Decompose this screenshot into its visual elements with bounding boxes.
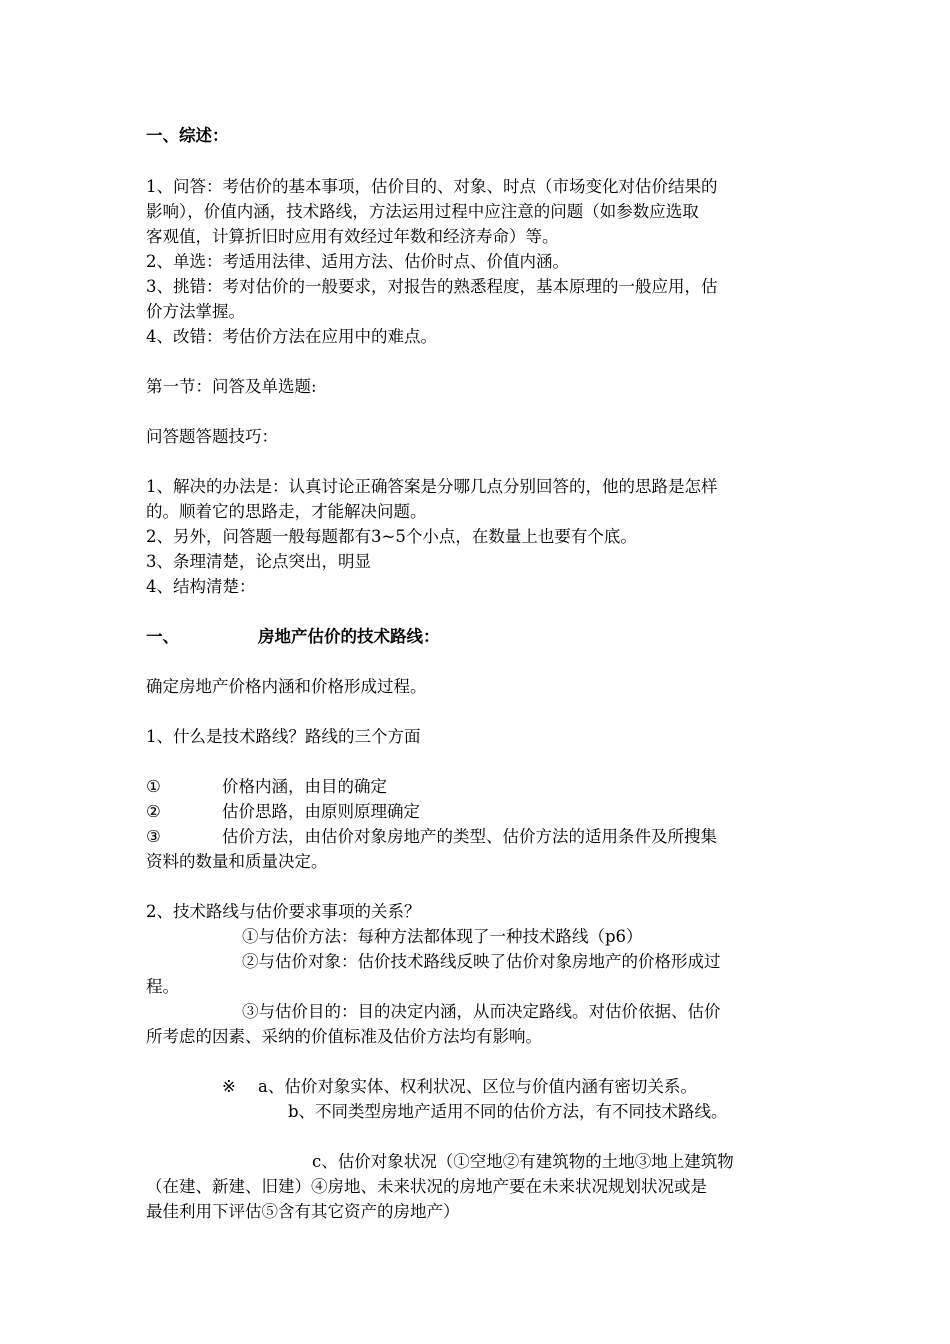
overview-item-4: 4、改错：考估价方法在应用中的难点。 bbox=[146, 327, 437, 346]
aspect-3-continuation: 资料的数量和质量决定。 bbox=[146, 852, 328, 871]
relation-1: ①与估价方法：每种方法都体现了一种技术路线（p6） bbox=[242, 927, 643, 946]
note-b: b、不同类型房地产适用不同的估价方法，有不同技术路线。 bbox=[288, 1102, 728, 1121]
question-2: 2、技术路线与估价要求事项的关系？ bbox=[146, 902, 421, 921]
aspect-1-text: 价格内涵，由目的确定 bbox=[222, 777, 387, 796]
route-definition: 确定房地产价格内涵和价格形成过程。 bbox=[146, 677, 427, 696]
note-c-line-2: （在建、新建、旧建）④房地、未来状况的房地产要在未来状况规划状况或是 bbox=[146, 1177, 707, 1196]
route-heading-title: 房地产估价的技术路线： bbox=[258, 627, 440, 646]
relation-3-line-2: 所考虑的因素、采纳的价值标准及估价方法均有影响。 bbox=[146, 1027, 542, 1046]
aspect-2-marker: ② bbox=[146, 802, 161, 821]
overview-item-3-line-2: 价方法掌握。 bbox=[146, 302, 245, 321]
section-1-title: 第一节：问答及单选题: bbox=[146, 377, 317, 396]
relation-2-line-1: ②与估价对象：估价技术路线反映了估价对象房地产的价格形成过 bbox=[242, 952, 721, 971]
overview-item-1-line-2: 影响），价值内涵，技术路线，方法运用过程中应注意的问题（如参数应选取 bbox=[146, 202, 699, 221]
aspect-3-text: 估价方法，由估价对象房地产的类型、估价方法的适用条件及所搜集 bbox=[222, 827, 717, 846]
note-c-line-3: 最佳利用下评估⑤含有其它资产的房地产） bbox=[146, 1202, 460, 1221]
note-a: a、估价对象实体、权利状况、区位与价值内涵有密切关系。 bbox=[258, 1077, 697, 1096]
note-marker: ※ bbox=[222, 1077, 236, 1096]
tip-3: 3、条理清楚，论点突出，明显 bbox=[146, 552, 371, 571]
tip-2: 2、另外，问答题一般每题都有3~5个小点，在数量上也要有个底。 bbox=[146, 527, 637, 546]
relation-3-line-1: ③与估价目的：目的决定内涵，从而决定路线。对估价依据、估价 bbox=[242, 1002, 721, 1021]
aspect-1-marker: ① bbox=[146, 777, 161, 796]
aspect-3-marker: ③ bbox=[146, 827, 161, 846]
tip-1-line-1: 1、解决的办法是：认真讨论正确答案是分哪几点分别回答的，他的思路是怎样 bbox=[146, 477, 718, 496]
tip-4: 4、结构清楚： bbox=[146, 577, 256, 596]
aspect-2-text: 估价思路，由原则原理确定 bbox=[222, 802, 420, 821]
question-1: 1、什么是技术路线？路线的三个方面 bbox=[146, 727, 421, 746]
route-heading-number: 一、 bbox=[146, 627, 179, 646]
overview-item-3-line-1: 3、挑错：考对估价的一般要求，对报告的熟悉程度，基本原理的一般应用，估 bbox=[146, 277, 718, 296]
relation-2-line-2: 程。 bbox=[146, 977, 179, 996]
tips-title: 问答题答题技巧： bbox=[146, 427, 278, 446]
overview-item-1-line-3: 客观值，计算折旧时应用有效经过年数和经济寿命）等。 bbox=[146, 227, 559, 246]
note-c-line-1: c、估价对象状况（①空地②有建筑物的土地③地上建筑物 bbox=[312, 1152, 734, 1171]
heading-overview: 一、综述： bbox=[146, 126, 229, 145]
overview-item-2: 2、单选：考适用法律、适用方法、估价时点、价值内涵。 bbox=[146, 252, 569, 271]
overview-item-1-line-1: 1、问答：考估价的基本事项，估价目的、对象、时点（市场变化对估价结果的 bbox=[146, 177, 718, 196]
tip-1-line-2: 的。顺着它的思路走，才能解决问题。 bbox=[146, 502, 427, 521]
